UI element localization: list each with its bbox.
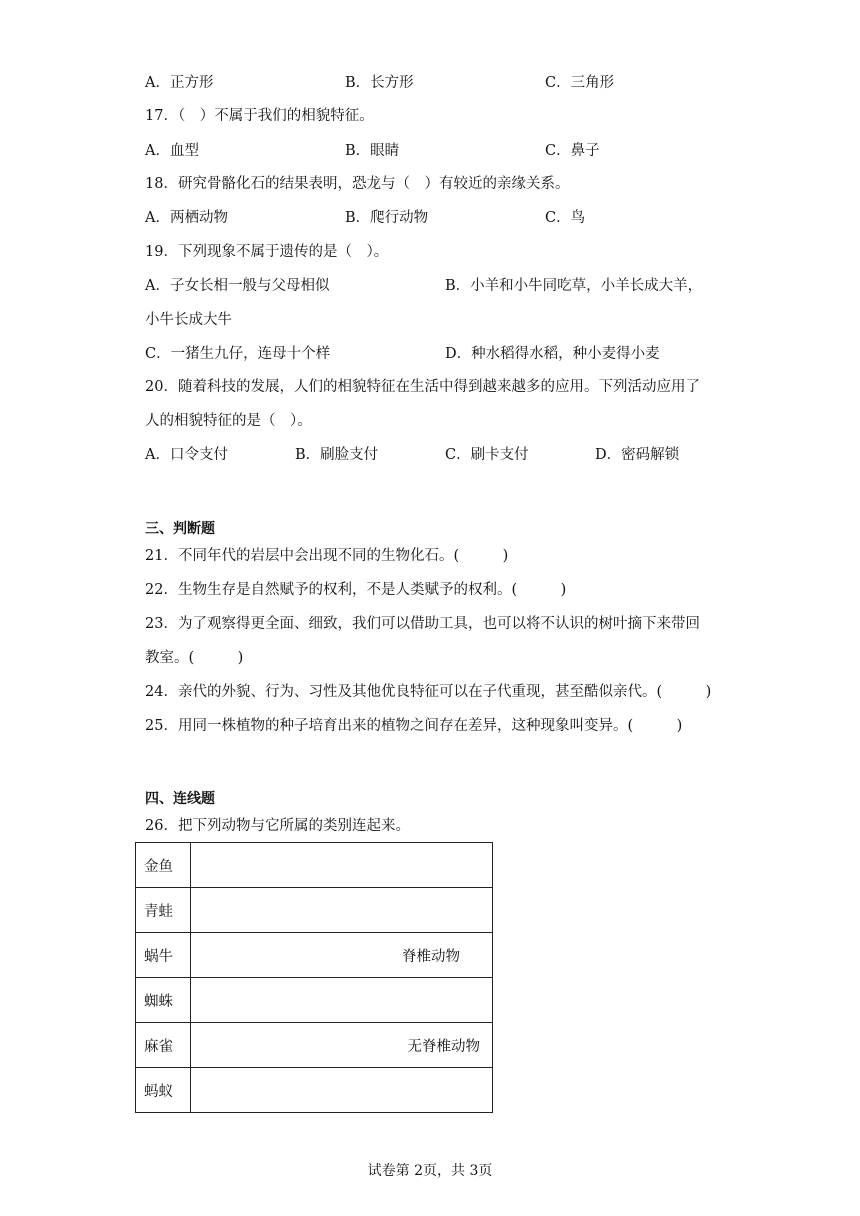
matching-table [135,842,493,1113]
q26-stem: 26．把下列动物与它所属的类别连起来。 [145,818,410,834]
q19-option-d: D．种水稻得水稻，种小麦得小麦 [445,346,660,362]
table-row [136,978,493,1023]
table-row [136,933,493,978]
q17-stem: 17．（ ）不属于我们的相貌特征。 [145,108,374,124]
animal-cell: 蜗牛 [136,933,191,978]
q16-option-a: A．正方形 [145,75,214,91]
empty-cell [191,888,493,933]
q20-option-a: A．口令支付 [145,447,228,463]
table-row [136,1023,493,1068]
q18-option-c: C．鸟 [545,210,586,226]
q22: 22．生物生存是自然赋予的权利，不是人类赋予的权利。( ) [145,582,567,598]
q20-option-d: D．密码解锁 [595,447,680,463]
q17-option-b: B．眼睛 [345,143,400,159]
q19-stem: 19．下列现象不属于遗传的是（ ）。 [145,244,389,260]
table-row [136,843,493,888]
page-footer: 试卷第 2页，共 3页 [367,1163,493,1179]
q20-stem-line1: 20．随着科技的发展，人们的相貌特征在生活中得到越来越多的应用。下列活动应用了 [145,379,700,395]
q18-option-b: B．爬行动物 [345,210,429,226]
q20-option-b: B．刷脸支付 [295,447,379,463]
q24: 24．亲代的外貌、行为、习性及其他优良特征可以在子代重现，甚至酷似亲代。( ) [145,684,712,700]
q19-option-c: C．一猪生九仔，连母十个样 [145,346,331,362]
category-invertebrate: 无脊椎动物 [191,1023,493,1068]
q23-line1: 23．为了观察得更全面、细致，我们可以借助工具，也可以将不认识的树叶摘下来带回 [145,616,700,632]
q18-option-a: A．两栖动物 [145,210,228,226]
animal-cell: 金鱼 [136,843,191,888]
q16-option-b: B．长方形 [345,75,414,91]
empty-cell [191,843,493,888]
q21: 21．不同年代的岩层中会出现不同的生物化石。( ) [145,548,509,564]
animal-cell: 麻雀 [136,1023,191,1068]
q25: 25．用同一株植物的种子培育出来的植物之间存在差异，这种现象叫变异。( ) [145,718,683,734]
q16-option-c: C．三角形 [545,75,615,91]
section-4-title: 四、连线题 [145,791,215,807]
q20-option-c: C．刷卡支付 [445,447,529,463]
category-vertebrate: 脊椎动物 [191,933,493,978]
table-row [136,1068,493,1113]
empty-cell [191,978,493,1023]
q18-stem: 18．研究骨骼化石的结果表明，恐龙与（ ）有较近的亲缘关系。 [145,176,570,192]
section-3-title: 三、判断题 [145,521,215,537]
q19-option-b: B．小羊和小牛同吃草，小羊长成大羊， [445,278,703,294]
table-row [136,888,493,933]
q19-option-a: A．子女长相一般与父母相似 [145,278,330,294]
animal-cell: 蚂蚁 [136,1068,191,1113]
q19-option-b-cont: 小牛长成大牛 [145,312,232,328]
empty-cell [191,1068,493,1113]
q17-option-c: C．鼻子 [545,143,600,159]
q23-line2: 教室。( ) [145,650,244,666]
animal-cell: 蜘蛛 [136,978,191,1023]
q20-stem-line2: 人的相貌特征的是（ ）。 [145,413,312,429]
q17-option-a: A．血型 [145,143,199,159]
animal-cell: 青蛙 [136,888,191,933]
